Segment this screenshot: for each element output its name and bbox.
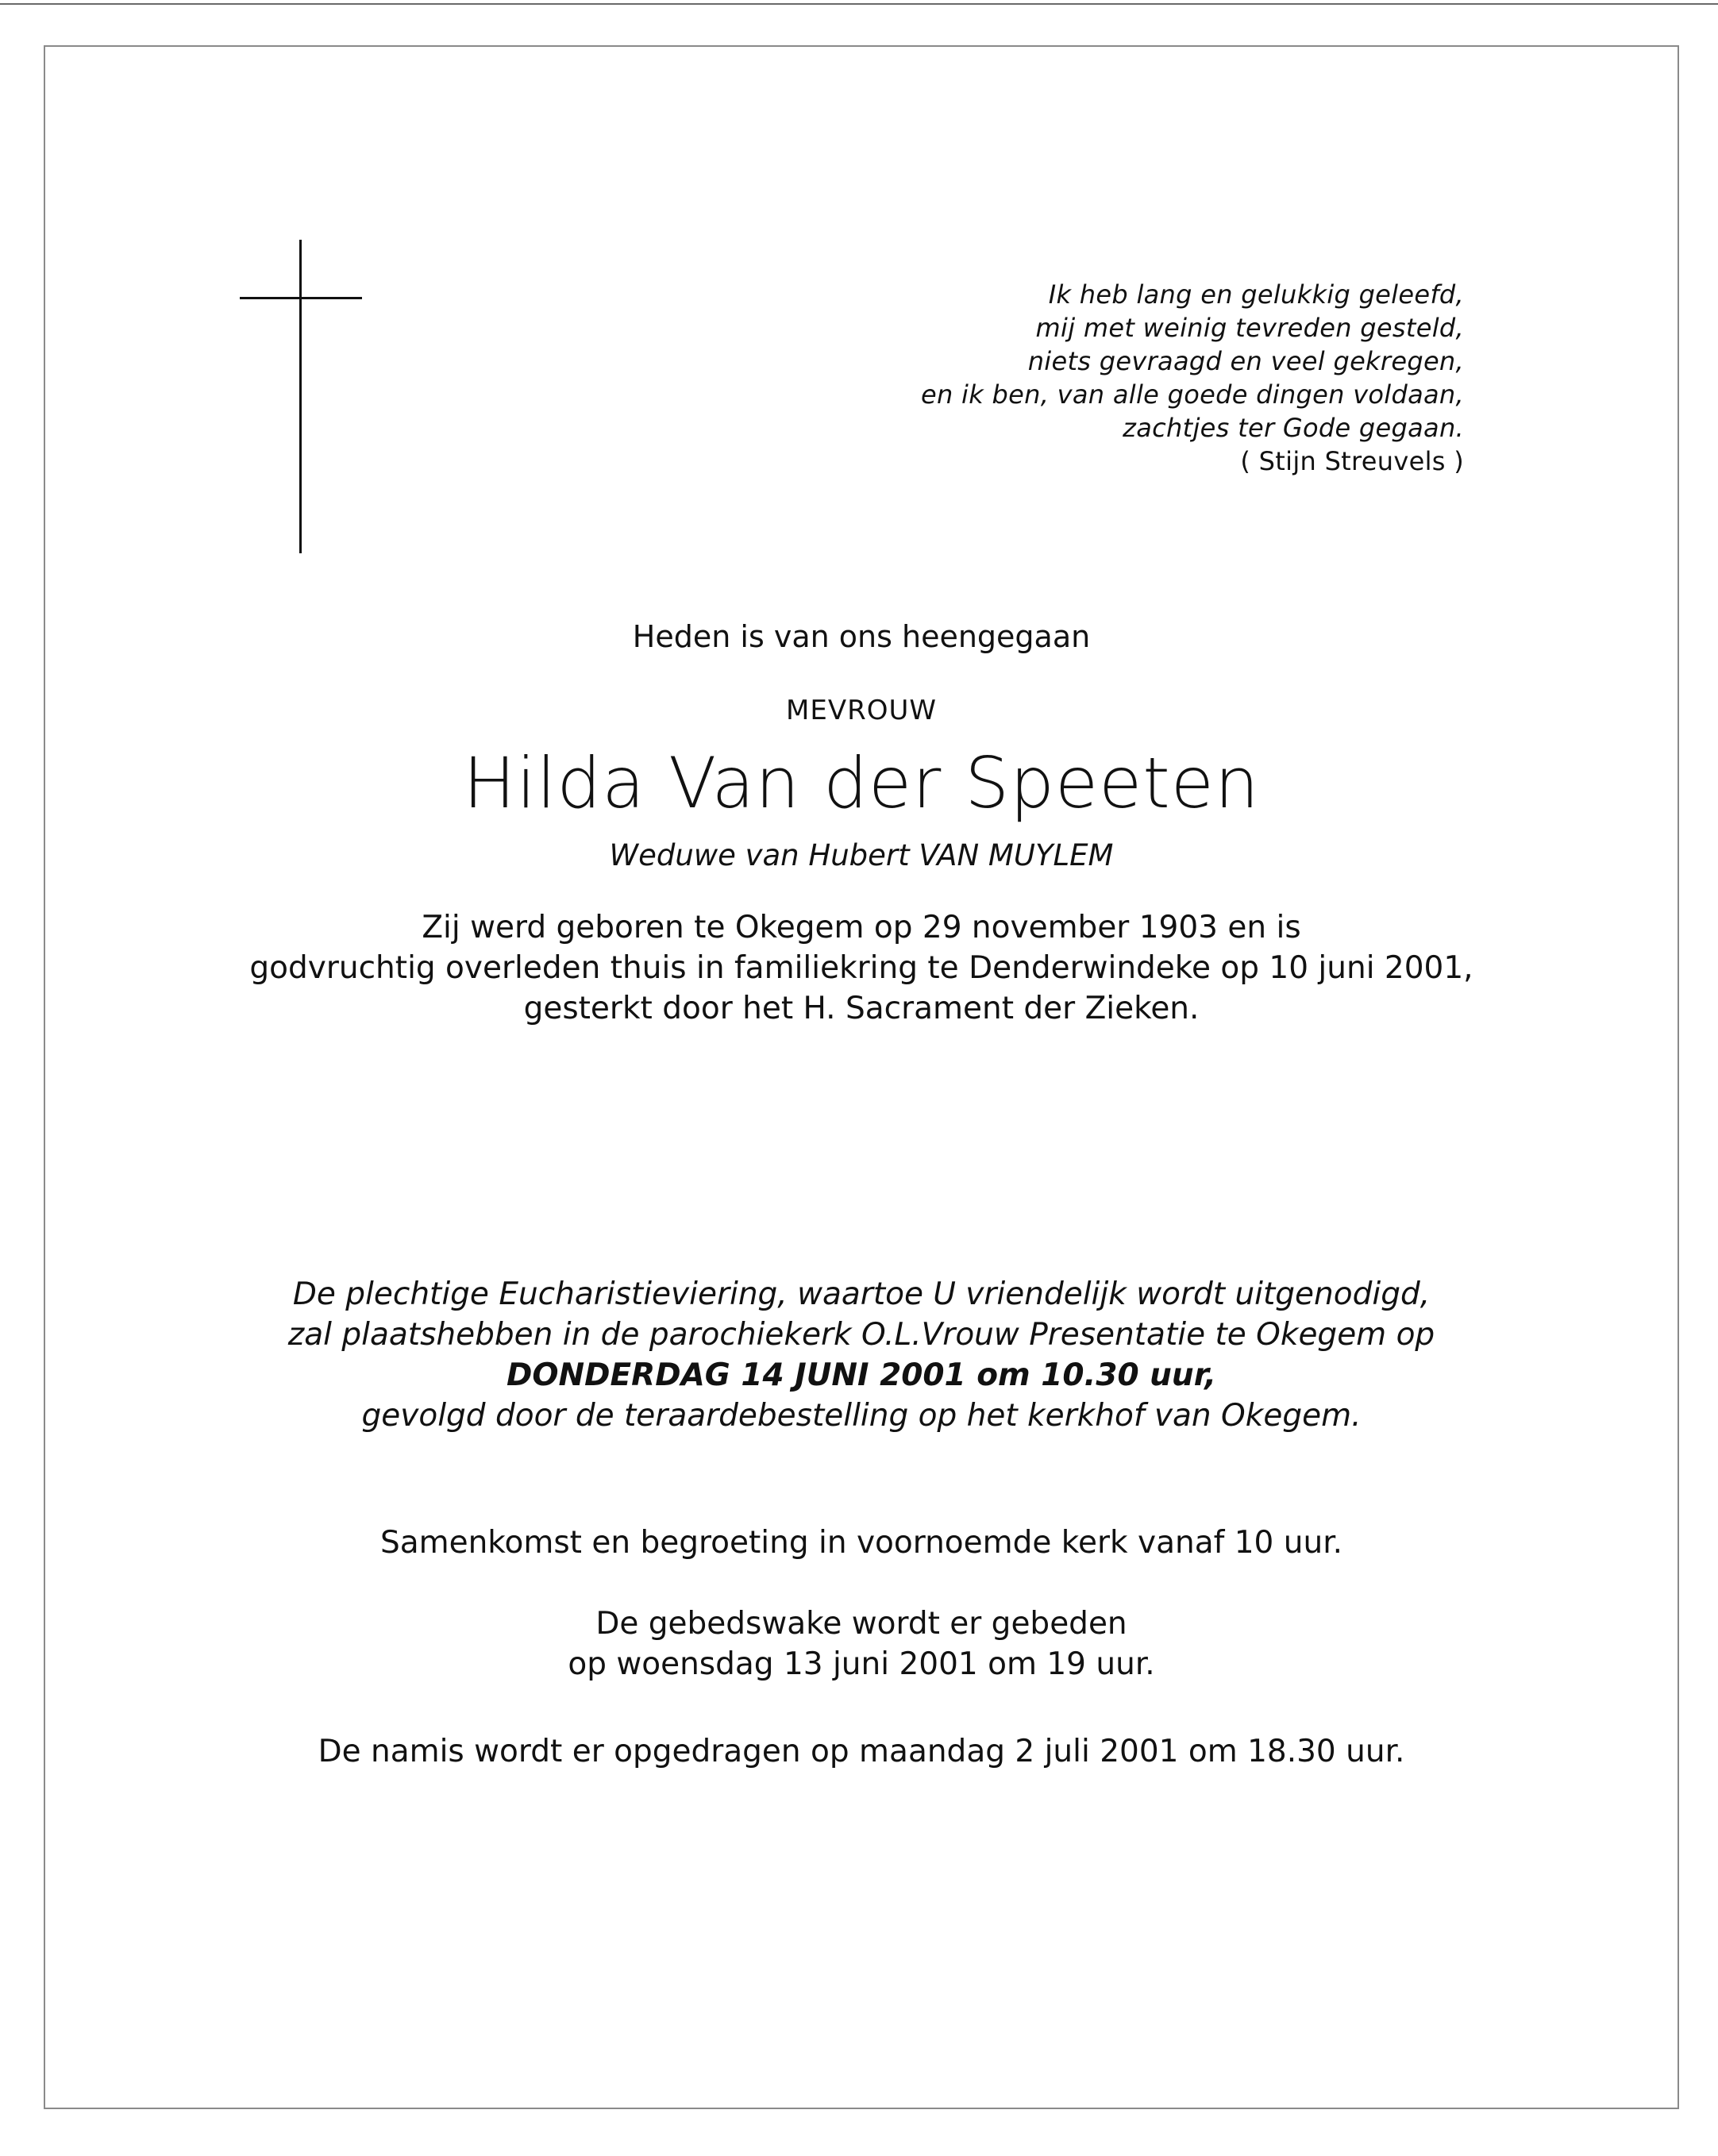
mass-date: DONDERDAG 14 JUNI 2001 om 10.30 uur, — [506, 1357, 1217, 1393]
announcement-intro: Heden is van ons heengegaan — [632, 619, 1091, 654]
quote-line: niets gevraagd en veel gekregen, — [1027, 346, 1464, 376]
birth-death-line: Zij werd geboren te Okegem op 29 november 1903 en is — [422, 910, 1301, 945]
quote-line: zachtjes ter Gode gegaan. — [1123, 413, 1464, 443]
cross-horizontal-bar — [240, 297, 362, 299]
vigil-line: op woensdag 13 juni 2001 om 19 uur. — [568, 1646, 1155, 1682]
memorial-mass-details: De namis wordt er opgedragen op maandag 2 juli 2001 om 18.30 uur. — [318, 1734, 1405, 1769]
cross-vertical-bar — [299, 240, 302, 553]
gathering-details: Samenkomst en begroeting in voornoemde kerk vanaf 10 uur. — [379, 1525, 1343, 1561]
mass-line: zal plaatshebben in de parochiekerk O.L.Vrouw Presentatie te Okegem op — [287, 1317, 1435, 1353]
quote-line: mij met weinig tevreden gesteld, — [1035, 313, 1464, 343]
birth-death-line: gesterkt door het H. Sacrament der Zieken. — [523, 991, 1200, 1026]
deceased-name: Hilda Van der Speeten — [463, 742, 1260, 824]
quote-line: Ik heb lang en gelukkig geleefd, — [1048, 279, 1464, 310]
quote-attribution: ( Stijn Streuvels ) — [1240, 446, 1464, 476]
vigil-line: De gebedswake wordt er gebeden — [595, 1606, 1127, 1642]
mass-line: De plechtige Eucharistieviering, waartoe U vriendelijk wordt uitgenodigd, — [292, 1276, 1431, 1312]
birth-death-details — [44, 907, 1679, 1029]
birth-death-line: godvruchtig overleden thuis in familiekring te Denderwindeke op 10 juni 2001, — [249, 950, 1473, 986]
quote-line: en ik ben, van alle goede dingen voldaan, — [921, 379, 1464, 410]
memorial-quote — [670, 278, 1464, 478]
widow-of: Weduwe van Hubert VAN MUYLEM — [609, 838, 1114, 872]
deceased-title: MEVROUW — [786, 695, 937, 726]
top-rule — [0, 3, 1718, 5]
mass-line: gevolgd door de teraardebestelling op het kerkhof van Okegem. — [361, 1398, 1362, 1434]
vigil-details — [44, 1604, 1679, 1684]
funeral-mass-details — [44, 1274, 1679, 1436]
